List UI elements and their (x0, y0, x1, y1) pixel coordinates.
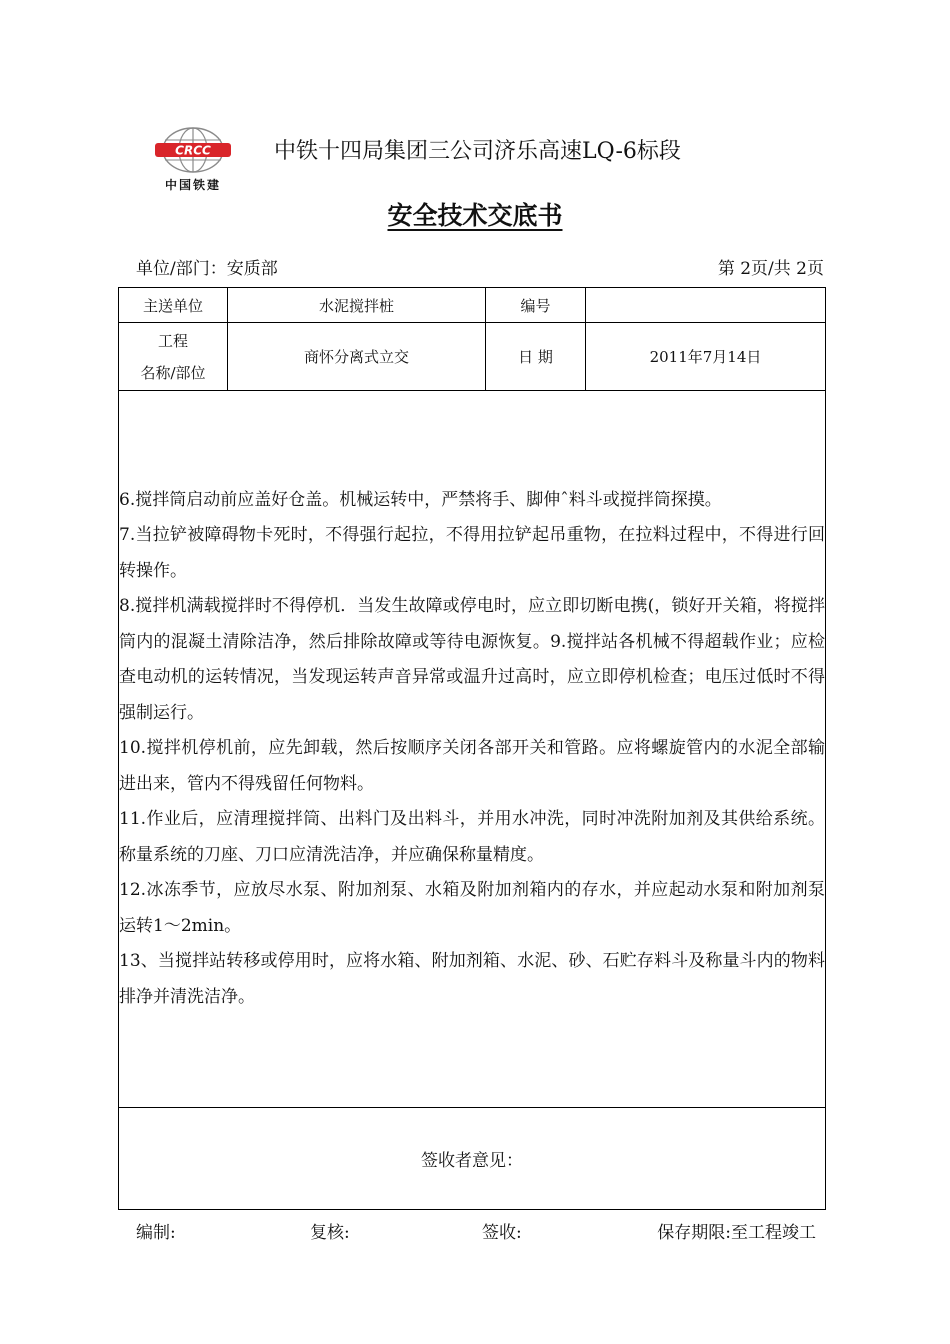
number-value (586, 288, 826, 323)
content-paragraph: 12.冰冻季节，应放尽水泵、附加剂泵、水箱及附加剂箱内的存水，并应起动水泵和附加剂泵运转1～2min。 (119, 880, 825, 936)
content-paragraph: 13、当搅拌站转移或停用时，应将水箱、附加剂箱、水泥、砂、石贮存料斗及称量斗内的物料排净并清洗洁净。 (119, 951, 825, 1007)
logo-text: 中国铁建 (164, 178, 221, 192)
company-logo (150, 126, 236, 192)
project-label-line1: 工程 (157, 331, 188, 350)
project-value: 商怀分离式立交 (228, 323, 486, 391)
form-row-recipient (119, 288, 826, 323)
document-title: 安全技术交底书 (387, 201, 563, 230)
content-paragraph: 6.搅拌筒启动前应盖好仓盖。机械运转中，严禁将手、脚伸ˆ料斗或搅拌筒探摸。 (119, 489, 722, 510)
content-paragraph: 7.当拉铲被障碍物卡死时，不得强行起拉，不得用拉铲起吊重物，在拉料过程中，不得进行回转操作。 (119, 525, 825, 581)
content-cell (119, 391, 826, 1108)
content-paragraph: 10.搅拌机停机前，应先卸载，然后按顺序关闭各部开关和管路。应将螺旋管内的水泥全部输进出来，管内不得残留任何物料。 (119, 738, 825, 794)
project-label (119, 323, 228, 391)
number-label: 编号 (486, 288, 586, 323)
content-paragraph: 11.作业后，应清理搅拌筒、出料门及出料斗，并用水冲洗，同时冲洗附加剂及其供给系统。称量系统的刀座、刀口应清洗洁净，并应确保称量精度。 (119, 809, 825, 865)
project-label-line2: 名称/部位 (140, 363, 206, 382)
form-row-content (119, 391, 826, 1108)
form-row-project (119, 323, 826, 391)
recipient-value: 水泥搅拌桩 (228, 288, 486, 323)
footer-compiled-by: 编制: (136, 1223, 176, 1243)
svg-text:CRCC: CRCC (175, 143, 211, 158)
date-value: 2011年7月14日 (586, 323, 826, 391)
disclosure-form-table (118, 287, 826, 1210)
content-paragraph: 8.搅拌机满载搅拌时不得停机．当发生故障或停电时，应立即切断电携(，锁好开关箱，将搅拌筒内的混凝土清除洁净，然后排除故障或等待电源恢复。9.搅拌站各机械不得超载作业；应检查电动机的运转情况，当发现运转声音异常或温升过高时，应立即停机检查；电压过低时不得强制运行。 (119, 596, 825, 723)
footer-received-by: 签收: (482, 1223, 522, 1243)
date-label: 日 期 (486, 323, 586, 391)
form-row-signoff (119, 1108, 826, 1210)
unit-department: 单位/部门：安质部 (136, 259, 278, 279)
recipient-label: 主送单位 (119, 288, 228, 323)
signoff-label: 签收者意见： (421, 1151, 523, 1171)
crcc-globe-icon (150, 126, 236, 176)
footer-retention-period: 保存期限:至工程竣工 (657, 1223, 816, 1243)
footer-reviewed-by: 复核: (310, 1223, 350, 1243)
signoff-cell (119, 1108, 826, 1210)
organization-name: 中铁十四局集团三公司济乐高速LQ-6标段 (274, 139, 681, 164)
page-number: 第 2页/共 2页 (717, 259, 824, 279)
